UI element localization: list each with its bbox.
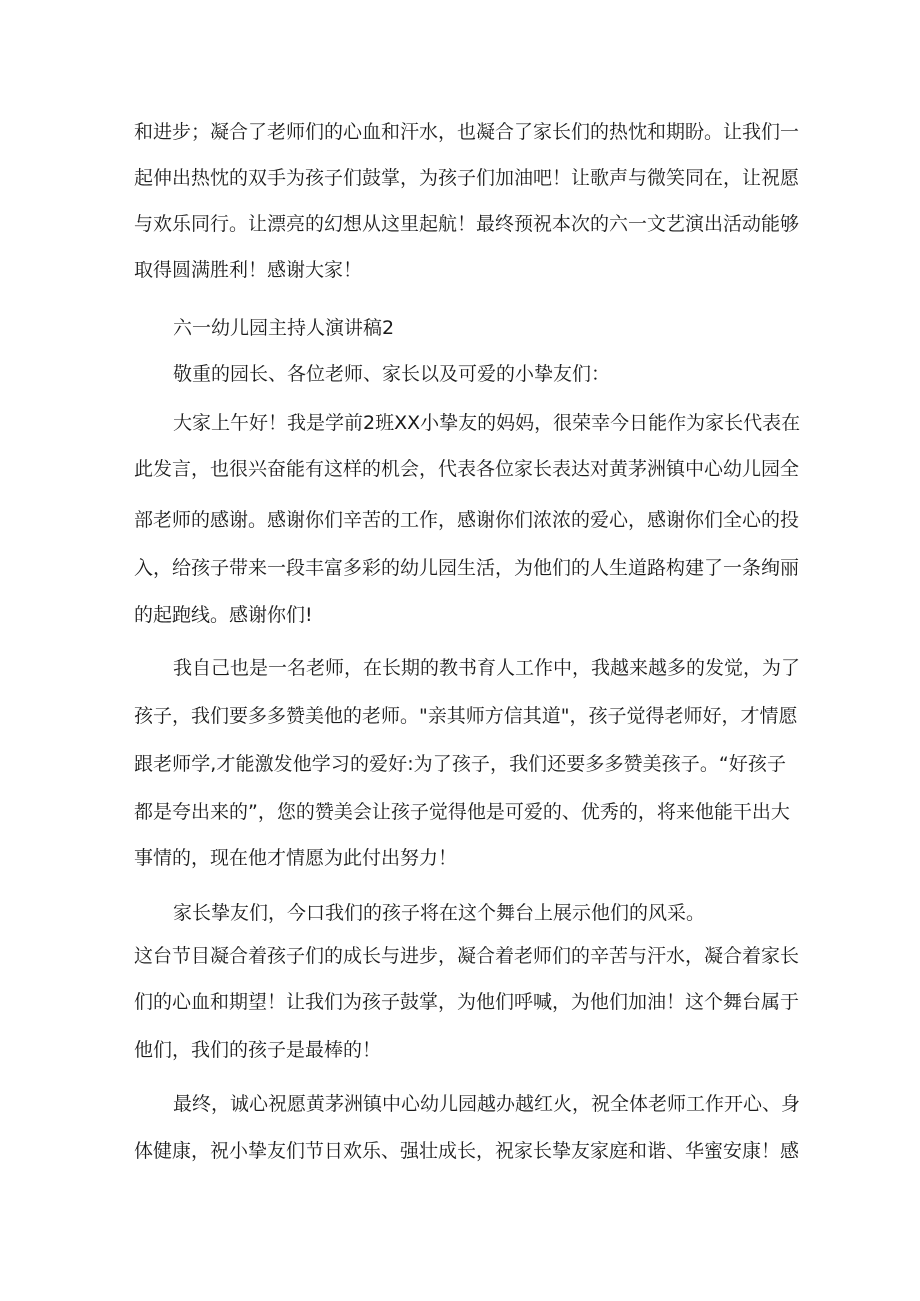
paragraph-3-line-1: 我自己也是一名老师，在长期的教书育人工作中，我越来越多的发觉，为了 (173, 657, 801, 679)
section-heading: 六一幼儿园主持人演讲稿2 (173, 317, 395, 339)
paragraph-5-line-2: 体健康，祝小挚友们节日欢乐、强壮成长，祝家长挚友家庭和谐、华蜜安康！感 (134, 1140, 800, 1162)
paragraph-3-line-2: 孩子，我们要多多赞美他的老师。"亲其师方信其道"，孩子觉得老师好，才情愿 (134, 705, 798, 727)
paragraph-1-line-4: 取得圆满胜利！感谢大家！ (134, 259, 363, 281)
paragraph-2-line-2: 此发言，也很兴奋能有这样的机会，代表各位家长表达对黄茅洲镇中心幼儿园全 (134, 458, 800, 480)
paragraph-5-line-1: 最终，诚心祝愿黄茅洲镇中心幼儿园越办越红火，祝全体老师工作开心、身 (173, 1093, 801, 1115)
salutation: 敬重的园长、各位老师、家长以及可爱的小挚友们： (173, 363, 611, 385)
paragraph-4-line-3: 们的心血和期望！让我们为孩子鼓掌，为他们呼喊，为他们加油！这个舞台属于 (134, 991, 800, 1013)
paragraph-3-line-3: 跟老师学,才能激发他学习的爱好:为了孩子，我们还要多多赞美孩子。“好孩子 (134, 753, 786, 775)
paragraph-4-line-2: 这台节目凝合着孩子们的成长与进步，凝合着老师们的辛苦与汗水，凝合着家长 (134, 945, 800, 967)
paragraph-1-line-1: 和进步；凝合了老师们的心血和汗水，也凝合了家长们的热忱和期盼。让我们一 (134, 121, 800, 143)
paragraph-2-line-3: 部老师的感谢。感谢你们辛苦的工作，感谢你们浓浓的爱心，感谢你们全心的投 (134, 509, 800, 531)
paragraph-1-line-3: 与欢乐同行。让漂亮的幻想从这里起航！最终预祝本次的六一文艺演出活动能够 (134, 213, 800, 235)
paragraph-2-line-1: 大家上午好！我是学前2班XX小挚友的妈妈，很荣幸今日能作为家长代表在 (173, 412, 801, 434)
paragraph-3-line-4: 都是夸出来的”，您的赞美会让孩子觉得他是可爱的、优秀的，将来他能干出大 (134, 801, 790, 823)
paragraph-4-line-1: 家长挚友们，今口我们的孩子将在这个舞台上展示他们的风采。 (173, 902, 706, 924)
paragraph-2-line-4: 入，给孩子带来一段丰富多彩的幼儿园生活，为他们的人生道路构建了一条绚丽 (134, 557, 800, 579)
paragraph-1-line-2: 起伸出热忱的双手为孩子们鼓掌，为孩子们加油吧！让歌声与微笑同在，让祝愿 (134, 167, 800, 189)
paragraph-3-line-5: 事情的，现在他才情愿为此付出努力！ (134, 847, 458, 869)
paragraph-4-line-4: 他们，我们的孩子是最棒的！ (134, 1039, 382, 1061)
paragraph-2-line-5: 的起跑线。感谢你们! (134, 604, 313, 626)
